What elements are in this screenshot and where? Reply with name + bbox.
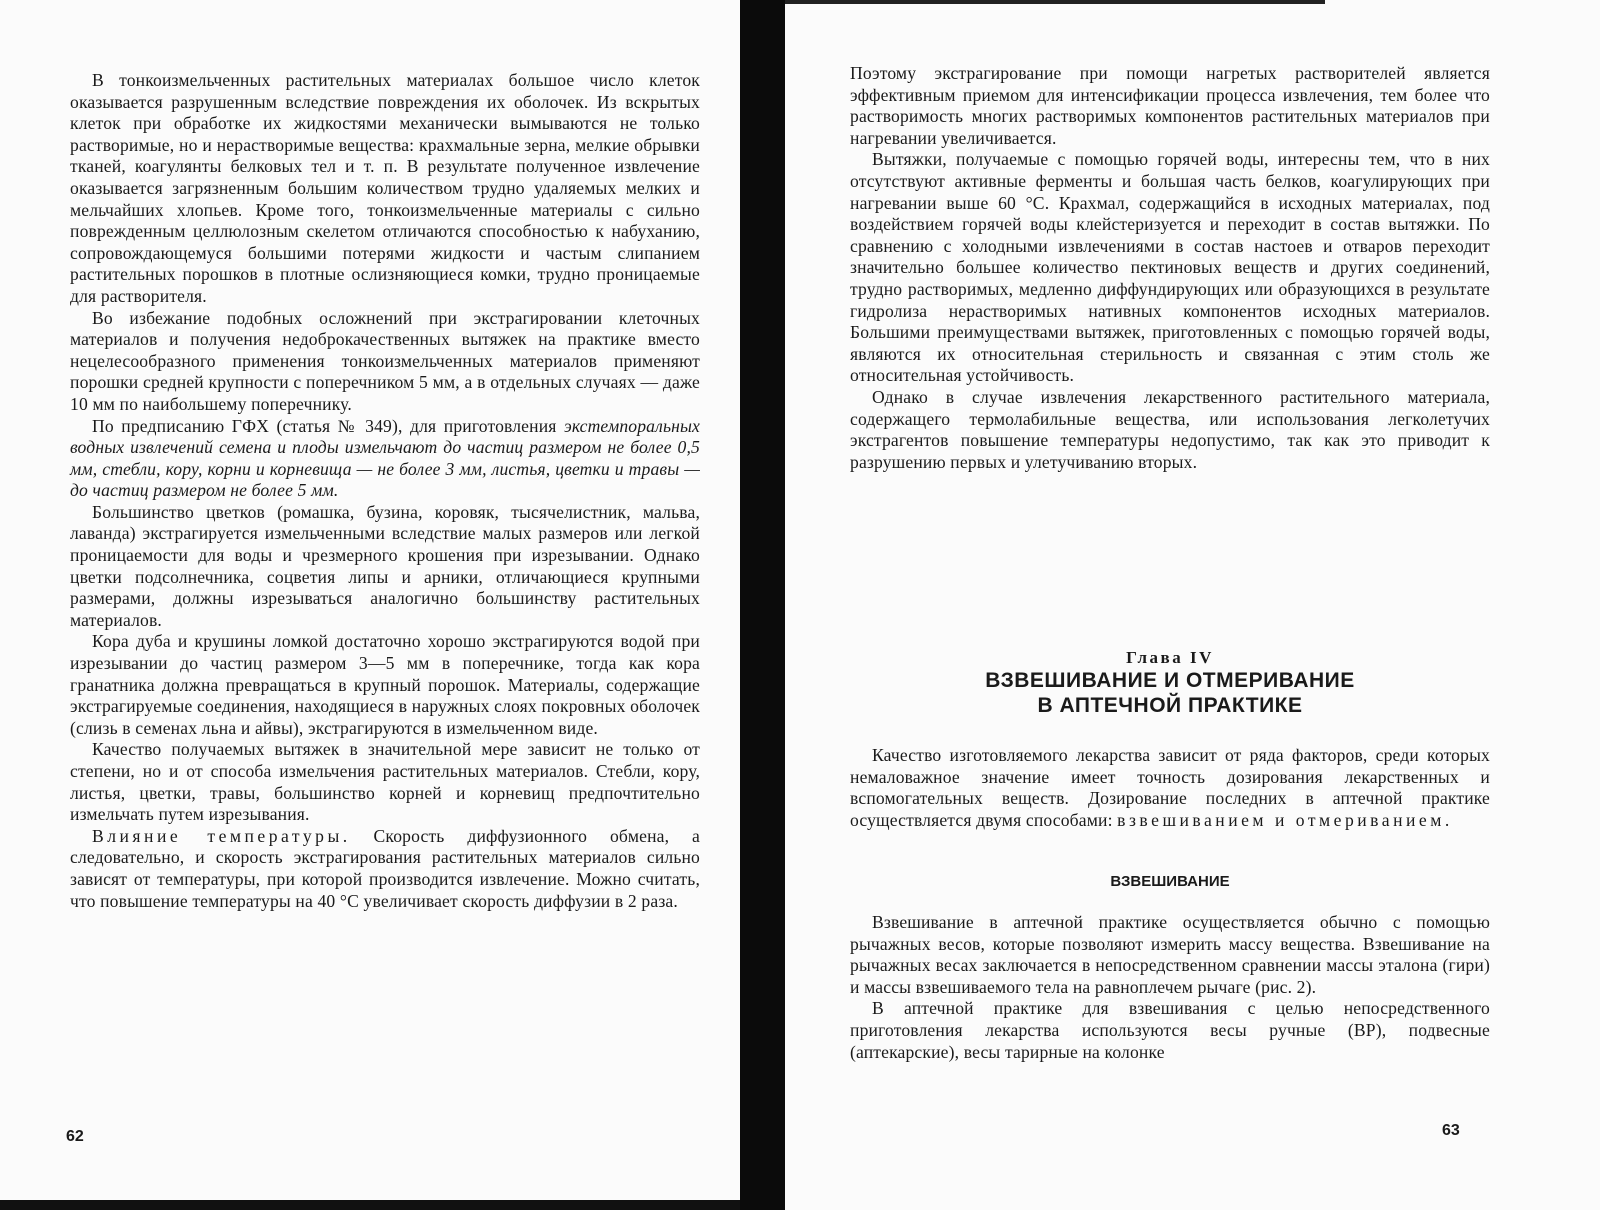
temperature-text: Скорость диффузионного обмена, а следовательно, и скорость экстрагирования растительных материалов сильно зависят от температуры, при которой производится извлечение. Можно считать, что повышение температуры на 40 °С увеличивает скорость диффузии в 2 раза. [70, 825, 700, 911]
page-top-edge [785, 0, 1325, 4]
chapter-title-line: ВЗВЕШИВАНИЕ И ОТМЕРИВАНИЕ [985, 669, 1355, 692]
chapter-intro [850, 745, 1490, 831]
paragraph: Большинство цветков (ромашка, бузина, коровяк, тысячелистник, мальва, лаванда) экстрагируется измельченными вследствие малых размеров или легкой проницаемости для воды и чрезмерного крошения при изрезывании. Однако цветки подсолнечника, соцветия липы и арники, отличающиеся крупными размерами, должны изрезываться аналогично большинству растительных материалов. [70, 501, 700, 630]
page-bottom-edge [0, 1200, 740, 1210]
intro-text: Качество изготовляемого лекарства зависит от ряда факторов, среди которых немаловажное значение имеет точность дозирования лекарственных и вспомогательных веществ. Дозирование последних в аптечной практике осуществляется двумя способами: [850, 745, 1490, 830]
section-title: ВЗВЕШИВАНИЕ [1110, 873, 1230, 890]
temperature-paragraph [70, 826, 700, 912]
paragraph: Кора дуба и крушины ломкой достаточно хорошо экстрагируются водой при изрезывании до частиц размером 3—5 мм в поперечнике, тогда как кора гранатника должна превращаться в крупный порошок. Материалы, содержащие экстрагируемые соединения, находящиеся в наружных слоях покровных оболочек (слизь в семенах льна и айвы), экстрагируются в измельченном виде. [70, 631, 700, 738]
paragraph: Качество получаемых вытяжек в значительной мере зависит не только от степени, но и от способа измельчения растительных материалов. Стебли, кору, листья, цветки, травы, большинство корней и корневищ предпочтительно измельчать путем изрезывания. [70, 739, 700, 825]
continuation-paragraph: Поэтому экстрагирование при помощи нагретых растворителей является эффективным приемом для интенсификации процесса извлечения, тем более что растворимость многих растворимых компонентов растительных материалов при нагревании увеличивается. [850, 63, 1490, 148]
gfx-lead: По предписанию ГФХ (статья № 349), для приготовления [92, 415, 564, 436]
gfx-italic-text: экстемпоральных водных извлечений семена и плоды измельчают до частиц размером не более 0,5 мм, стебли, кору, корни и корневища — не более 3 мм, листья, цветки и травы — до частиц размером не более 5 мм. [70, 415, 700, 501]
left-text-column [70, 70, 700, 912]
right-text-column [850, 63, 1490, 473]
paragraph: Во избежание подобных осложнений при экстрагировании клеточных материалов и получения недоброкачественных вытяжек на практике вместо нецелесообразного применения тонкоизмельченных материалов применяют порошки средней крупности с поперечником 5 мм, а в отдельных случаях — даже 10 мм по наибольшему поперечнику. [70, 307, 700, 414]
paragraph: Взвешивание в аптечной практике осуществляется обычно с помощью рычажных весов, которые позволяют измерить массу вещества. Взвешивание на рычажных весах заключается в непосредственном сравнении массы эталона (гири) и массы взвешиваемого тела на равноплечем рычаге (рис. 2). [850, 912, 1490, 997]
section-text [850, 912, 1490, 1063]
page-number-left: 62 [66, 1128, 84, 1145]
intro-paragraph [850, 745, 1490, 831]
paragraph: Вытяжки, получаемые с помощью горячей воды, интересны тем, что в них отсутствуют активные ферменты и большая часть белков, коагулирующих при нагревании выше 60 °С. Крахмал, содержащийся в исходных материалах, под воздействием горячей воды клейстеризуется и переходит в состав вытяжки. По сравнению с холодными извлечениями в состав настоев и отваров переходит значительно большее количество пектиновых веществ и других соединений, трудно растворимых, медленно диффундирующих или образующихся в результате гидролиза нерастворимых нативных компонентов исходных материалов. Большими преимуществами вытяжек, приготовленных с помощью горячей воды, являются их относительная стерильность и связанная с этим столь же относительная устойчивость. [850, 149, 1490, 386]
gfx-paragraph [70, 416, 700, 502]
spaced-heading: Влияние температуры. [92, 825, 351, 846]
book-spine [740, 0, 785, 1210]
chapter-label: Глава IV [1126, 648, 1214, 667]
page-number-right: 63 [1442, 1122, 1460, 1139]
chapter-title [850, 668, 1490, 718]
intro-spaced-text: взвешиванием и отмериванием. [1117, 809, 1453, 830]
paragraph: В тонкоизмельченных растительных материалах большое число клеток оказывается разрушенным вследствие повреждения их оболочек. Из вскрытых клеток при обработке их жидкостями механически вымываются не только растворимые, но и нерастворимые вещества: крахмальные зерна, мелкие обрывки тканей, коагулянты белковых тел и т. п. В результате полученное извлечение оказывается загрязненным большим количеством трудно удаляемых мелких и мельчайших хлопьев. Кроме того, тонкоизмельченные материалы с сильно поврежденным целлюлозным скелетом отличаются способностью к набуханию, сопровождающемуся большими потерями жидкости и частым слипанием растительных порошков в плотные ослизняющиеся комки, трудно проницаемые для растворителя. [70, 70, 700, 306]
chapter-title-line: В АПТЕЧНОЙ ПРАКТИКЕ [1037, 694, 1303, 717]
paragraph: Однако в случае извлечения лекарственного растительного материала, содержащего термолабильные вещества, или использования легколетучих экстрагентов повышение температуры недопустимо, так как это приводит к разрушению первых и улетучиванию вторых. [850, 386, 1490, 472]
paragraph: В аптечной практике для взвешивания с целью непосредственного приготовления лекарства используются весы ручные (ВР), подвесные (аптекарские), весы тарирные на колонке [850, 998, 1490, 1062]
